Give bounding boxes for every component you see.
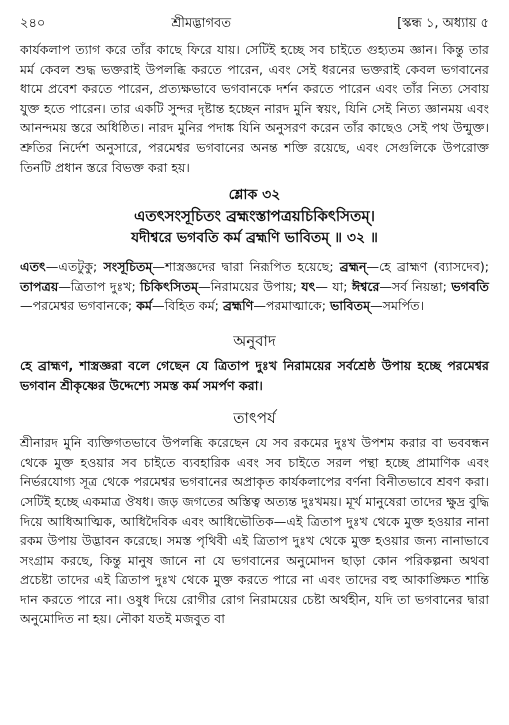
synonym-term: ঈশ্বরে <box>351 278 380 294</box>
intro-paragraph: কার্যকলাপ ত্যাগ করে তাঁর কাছে ফিরে যায়। সেটিই হচ্ছে সব চাইতে গুহ্যতম জ্ঞান। কিন্তু তার মর্ম কেবল শুদ্ধ ভক্তরাই উপলব্ধি করতে পারেন, এবং সেই ধরনের ভক্তরাই কেবল ভগবানের ধামে প্রবেশ করতে পারেন, প্রত্যক্ষভাবে ভগবানকে দর্শন করতে পারেন এবং তাঁর নিত্য সেবায় যুক্ত হতে পারেন। তার একটি সুন্দর দৃষ্টান্ত হচ্ছেন নারদ মুনি স্বয়ং, যিনি সেই নিত্য জ্ঞানময় এবং আনন্দময় স্তরে অধিষ্ঠিত। নারদ মুনির পদাঙ্ক যিনি অনুসরণ করেন তাঁর কাছেও সেই পথ উন্মুক্ত। শ্রুতির নির্দেশ অনুসারে, পরমেশ্বর ভগবানের অনন্ত শক্তি রয়েছে, এবং সেগুলিকে উপরোক্ত তিনটি প্রধান স্তরে বিভক্ত করা হয়। <box>20 42 489 175</box>
chapter-reference: [স্কন্ধ ১, অধ্যায় ৫ <box>397 16 489 31</box>
synonym-meaning: সমর্পিত। <box>382 298 425 314</box>
translation-title: অনুবাদ <box>233 331 276 350</box>
synonym-meaning: ত্রিতাপ দুঃখ; <box>70 278 141 294</box>
sloka-title: শ্লোক ৩২ <box>228 187 281 204</box>
synonym-meaning: নিরাময়ের উপায়; <box>210 278 302 294</box>
synonyms-paragraph: এতৎ—এতটুকু; সংসূচিতম্—শাস্ত্রজ্ঞদের দ্বারা নিরূপিত হয়েছে; ব্রহ্মন্—হে ব্রাহ্মণ (ব্যাসদেব); তাপত্রয়—ত্রিতাপ দুঃখ; চিকিৎসিতম্—নিরাময়ের উপায়; যৎ— যা; ঈশ্বরে—সর্ব নিয়ন্তা; ভগবতি—পরমেশ্বর ভগবানকে; কর্ম—বিহিত কর্ম; ব্রহ্মণি—পরমাত্মাকে; ভাবিতম্—সমর্পিত। <box>20 259 489 314</box>
synonym-meaning: যা; <box>327 278 352 294</box>
synonym-term: যৎ <box>301 278 316 294</box>
synonym-term: ব্রহ্মণি <box>222 298 254 314</box>
synonym-meaning: এতটুকু; <box>58 259 104 275</box>
synonym-meaning: সর্ব নিয়ন্তা; <box>391 278 452 294</box>
translation-text: হে ব্রাহ্মণ, শাস্ত্রজ্ঞরা বলে গেছেন যে ত্রিতাপ দুঃখ নিরাময়ের সর্বশ্রেষ্ঠ উপায় হচ্ছে পরমেশ্বর ভগবান শ্রীকৃষ্ণের উদ্দেশ্যে সমস্ত কর্ম সমর্পণ করা। <box>20 357 489 393</box>
book-title: শ্রীমদ্ভাগবত <box>171 16 232 31</box>
purport-text: শ্রীনারদ মুনি ব্যক্তিগতভাবে উপলব্ধি করেছেন যে সব রকমের দুঃখ উপশম করার বা ভববন্ধন থেকে মুক্ত হওয়ার সব চাইতে ব্যবহারিক এবং সব চাইতে সরল পন্থা হচ্ছে প্রামাণিক এবং নির্ভরযোগ্য সূত্র থেকে পরমেশ্বর ভগবানের অপ্রাকৃত কার্যকলাপের বর্ণনা বিনীতভাবে শ্রবণ করা। সেটিই হচ্ছে একমাত্র ঔষধ। জড় জগতের অস্তিত্ব অত্যন্ত দুঃখময়। মূর্খ মানুষেরা তাদের ক্ষুদ্র বুদ্ধি দিয়ে আধিআত্মিক, আধিদৈবিক এবং আধিভৌতিক—এই ত্রিতাপ দুঃখ থেকে মুক্ত হওয়ার নানা রকম উপায় উদ্ভাবন করেছে। সমস্ত পৃথিবী এই ত্রিতাপ দুঃখ থেকে মুক্ত হওয়ার জন্য নানাভাবে সংগ্রাম করছে, কিন্তু মানুষ জানে না যে ভগবানের অনুমোদন ছাড়া কোন পরিকল্পনা অথবা প্রচেষ্টা তাদের এই ত্রিতাপ দুঃখ থেকে মুক্ত করতে পারে না এবং তাদের বহু আকাঙ্ক্ষিত শান্তি দান করতে পারে না। ওষুধ দিয়ে রোগীর রোগ নিরাময়ের চেষ্টা অর্থহীন, যদি তা ভগবানের দ্বারা অনুমোদিত না হয়। নৌকা যতই মজবুত বা <box>20 435 489 627</box>
synonym-meaning: পরমেশ্বর ভগবানকে; <box>32 298 137 314</box>
page-header <box>20 14 489 34</box>
synonym-term: ব্রহ্মন্ <box>339 259 367 275</box>
synonym-meaning: বিহিত কর্ম; <box>164 298 223 314</box>
synonym-meaning: শাস্ত্রজ্ঞদের দ্বারা নিরূপিত হয়েছে; <box>164 259 340 275</box>
purport-title: তাৎপর্য <box>233 409 276 428</box>
synonym-meaning: পরমাত্মাকে; <box>265 298 330 314</box>
synonym-term: ভাবিতম্ <box>329 298 371 314</box>
synonym-term: সংসূচিতম্ <box>103 259 153 275</box>
sloka-line-1: এতৎসংসূচিতং ব্রহ্মংস্তাপত্রয়চিকিৎসিতম্। <box>133 207 376 226</box>
synonym-term: ভগবতি <box>451 278 489 294</box>
sloka-line-2: যদীশ্বরে ভগবতি কর্ম ব্রহ্মণি ভাবিতম্ ॥ ৩২ ॥ <box>131 230 378 247</box>
synonym-term: কর্ম <box>136 298 152 314</box>
synonym-meaning: হে ব্রাহ্মণ (ব্যাসদেব); <box>379 259 489 275</box>
page-number: ২৪০ <box>20 16 46 31</box>
synonym-term: এতৎ <box>20 259 46 275</box>
synonym-term: তাপত্রয় <box>20 278 59 294</box>
synonym-term: চিকিৎসিতম্ <box>140 278 199 294</box>
